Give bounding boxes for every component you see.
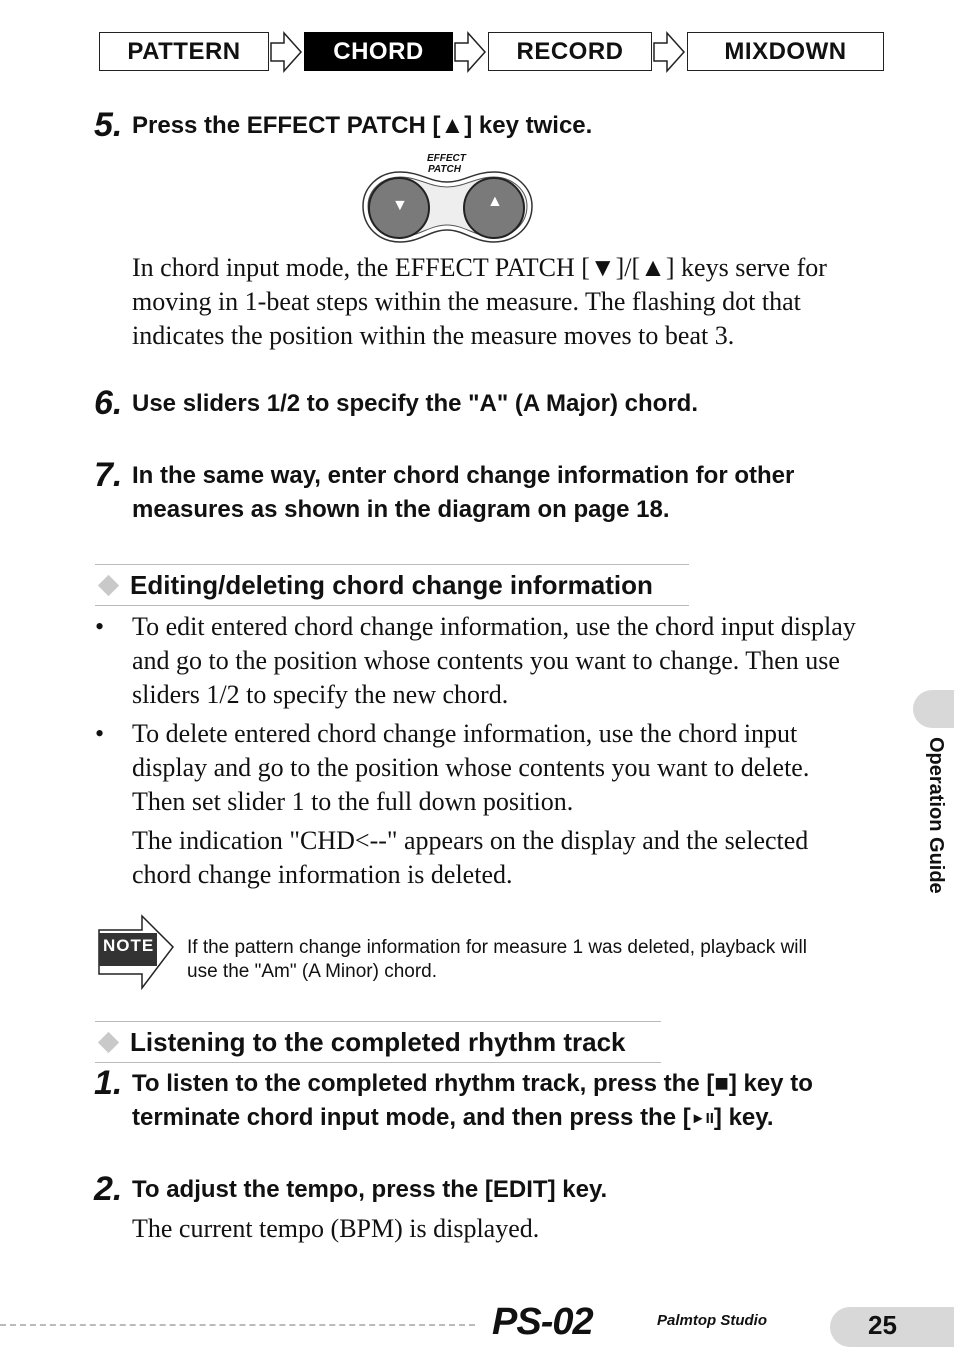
- body-line: indicates the position within the measure moves to beat 3.: [132, 321, 735, 350]
- bullet-icon: •: [95, 719, 105, 748]
- step-7-instruction: measures as shown in the diagram on page 18.: [132, 496, 670, 523]
- step-number: 5.: [94, 106, 123, 144]
- section-heading-listening: [95, 1021, 661, 1063]
- tab-record: RECORD: [488, 32, 652, 71]
- listen-step-1-instruction: terminate chord input mode, and then press the [►II] key.: [132, 1104, 774, 1131]
- body-line: The indication "CHD<--" appears on the display and the selected: [132, 826, 809, 855]
- key-label: EFFECT PATCH: [427, 153, 466, 175]
- side-section-label: Operation Guide: [925, 737, 947, 894]
- step-7-instruction: In the same way, enter chord change information for other: [132, 462, 795, 489]
- note-label: NOTE: [103, 936, 155, 955]
- body-line: To edit entered chord change information, use the chord input display: [132, 612, 856, 641]
- section-title: Listening to the completed rhythm track: [130, 1026, 626, 1057]
- body-line: Then set slider 1 to the full down position.: [132, 787, 574, 816]
- play-pause-icon: ►II: [690, 1110, 714, 1127]
- side-tab-marker: [913, 690, 954, 728]
- step-5-instruction: Press the EFFECT PATCH [▲] key twice.: [132, 112, 593, 139]
- step-number: 2.: [94, 1170, 123, 1208]
- effect-patch-keys-illustration: [360, 168, 535, 246]
- section-title: Editing/deleting chord change information: [130, 569, 653, 600]
- body-line: moving in 1-beat steps within the measure. The flashing dot that: [132, 287, 801, 316]
- body-line: display and go to the position whose contents you want to delete.: [132, 753, 810, 782]
- down-arrow-icon: ▼: [392, 197, 408, 214]
- footer-divider: [0, 1324, 475, 1326]
- body-line: chord change information is deleted.: [132, 860, 513, 889]
- step-number: 1.: [94, 1064, 123, 1102]
- arrow-right-icon: [268, 30, 304, 74]
- body-line: To delete entered chord change information, use the chord input: [132, 719, 798, 748]
- listen-step-1-instruction: To listen to the completed rhythm track, press the [■] key to: [132, 1070, 813, 1097]
- section-heading-editing: [95, 564, 689, 606]
- arrow-right-icon: [452, 30, 488, 74]
- diamond-icon: [98, 1031, 119, 1052]
- body-line: sliders 1/2 to specify the new chord.: [132, 680, 509, 709]
- body-line: The current tempo (BPM) is displayed.: [132, 1214, 540, 1243]
- brand-subtitle: Palmtop Studio: [657, 1312, 767, 1329]
- tab-pattern: PATTERN: [99, 32, 269, 71]
- note-text: If the pattern change information for measure 1 was deleted, playback will use the "Am" (A Minor) chord.: [187, 937, 807, 982]
- up-arrow-icon: ▲: [487, 193, 503, 210]
- tab-chord: CHORD: [304, 32, 453, 71]
- body-line: and go to the position whose contents you want to change. Then use: [132, 646, 840, 675]
- step-number: 6.: [94, 384, 123, 422]
- step-number: 7.: [94, 456, 123, 494]
- diamond-icon: [98, 574, 119, 595]
- brand-logo: PS-02: [492, 1301, 593, 1343]
- listen-step-2-instruction: To adjust the tempo, press the [EDIT] key.: [132, 1176, 608, 1203]
- page-number: 25: [868, 1310, 897, 1340]
- arrow-right-icon: [651, 30, 687, 74]
- body-line: In chord input mode, the EFFECT PATCH [▼]/[▲] keys serve for: [132, 253, 827, 282]
- bullet-icon: •: [95, 612, 105, 641]
- step-6-instruction: Use sliders 1/2 to specify the "A" (A Major) chord.: [132, 390, 699, 417]
- tab-mixdown: MIXDOWN: [687, 32, 884, 71]
